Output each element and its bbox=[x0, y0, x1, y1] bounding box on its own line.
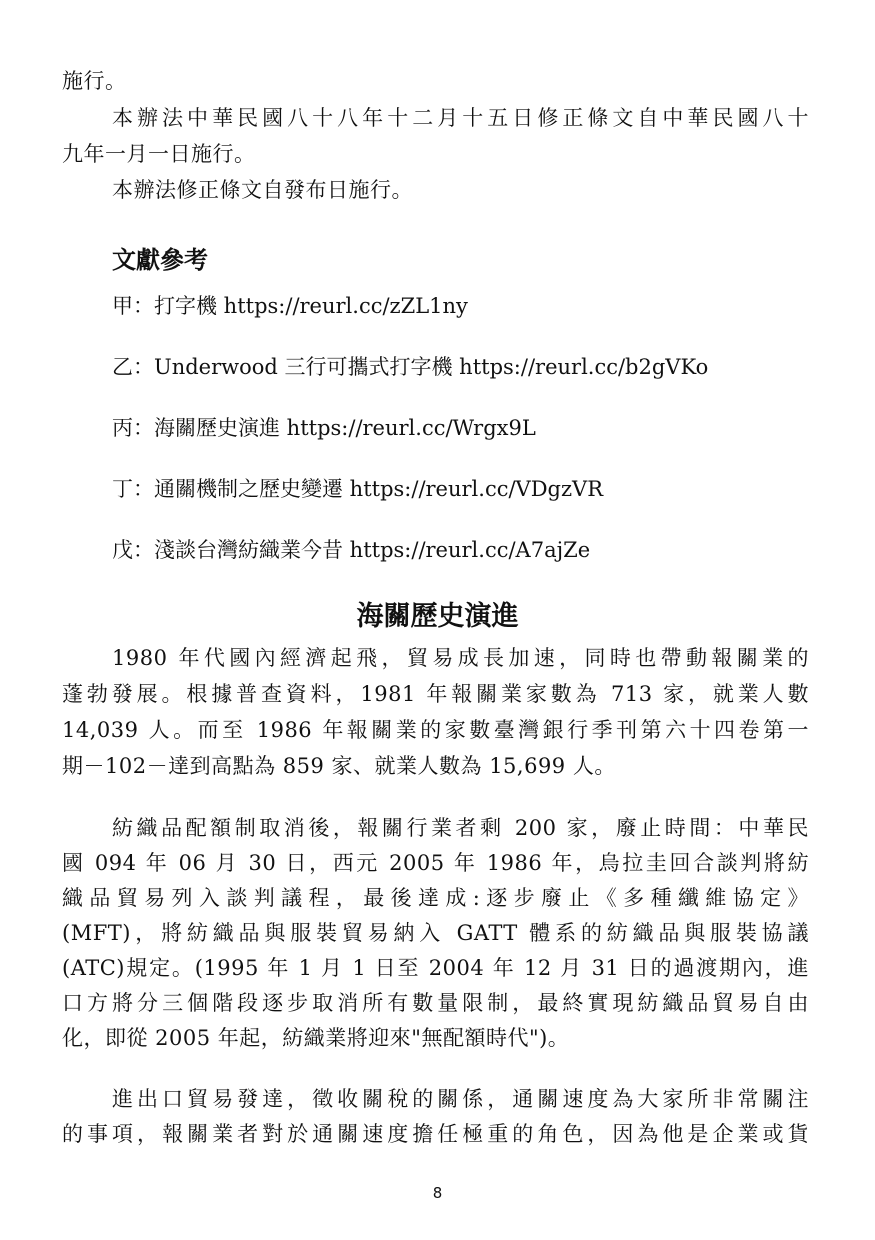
paragraph-1-line-3: 14,039 人。而至 1986 年報關業的家數臺灣銀行季刊第六十四卷第一 bbox=[62, 718, 809, 742]
paragraph-2-line-4: (MFT)，將紡織品與服裝貿易納入 GATT 體系的紡織品與服裝協議 bbox=[62, 921, 809, 945]
intro-line-1: 施行。 bbox=[62, 69, 127, 93]
reference-item-yi: 乙：Underwood 三行可攜式打字機 https://reurl.cc/b2gVKo bbox=[112, 355, 709, 379]
references-heading: 文獻參考 bbox=[112, 246, 208, 274]
article-title: 海關歷史演進 bbox=[356, 601, 519, 632]
paragraph-1-line-1: 1980 年代國內經濟起飛，貿易成長加速，同時也帶動報關業的 bbox=[112, 646, 809, 670]
intro-line-4: 本辦法修正條文自發布日施行。 bbox=[112, 178, 413, 202]
intro-line-3: 九年一月一日施行。 bbox=[62, 142, 256, 166]
paragraph-1-line-4: 期－102－達到高點為 859 家、就業人數為 15,699 人。 bbox=[62, 754, 616, 778]
reference-item-jia: 甲：打字機 https://reurl.cc/zZL1ny bbox=[112, 294, 468, 318]
paragraph-2-line-2: 國 094 年 06 月 30 日，西元 2005 年 1986 年，烏拉圭回合談判將紡 bbox=[62, 851, 809, 875]
paragraph-3-line-1: 進出口貿易發達，徵收關稅的關係，通關速度為大家所非常關注 bbox=[112, 1087, 809, 1111]
paragraph-2-line-7: 化，即從 2005 年起，紡織業將迎來"無配額時代")。 bbox=[62, 1026, 570, 1050]
reference-item-ding: 丁：通關機制之歷史變遷 https://reurl.cc/VDgzVR bbox=[112, 477, 604, 501]
paragraph-2-line-5: (ATC)規定。(1995 年 1 月 1 日至 2004 年 12 月 31 日的過渡期內，進 bbox=[62, 956, 809, 980]
paragraph-1-line-2: 蓬勃發展。根據普查資料，1981 年報關業家數為 713 家，就業人數 bbox=[62, 682, 809, 706]
paragraph-2-line-1: 紡織品配額制取消後，報關行業者剩 200 家，廢止時間：中華民 bbox=[112, 816, 809, 840]
intro-line-2: 本辦法中華民國八十八年十二月十五日修正條文自中華民國八十 bbox=[112, 106, 809, 130]
paragraph-3-line-2: 的事項，報關業者對於通關速度擔任極重的角色，因為他是企業或貨 bbox=[62, 1122, 809, 1146]
page-number: 8 bbox=[432, 1184, 443, 1202]
paragraph-2-line-3: 織品貿易列入談判議程，最後達成:逐步廢止《多種纖維協定》 bbox=[62, 886, 809, 910]
paragraph-2-line-6: 口方將分三個階段逐步取消所有數量限制，最終實現紡織品貿易自由 bbox=[62, 991, 809, 1015]
reference-item-bing: 丙：海關歷史演進 https://reurl.cc/Wrgx9L bbox=[112, 416, 536, 440]
reference-item-wu: 戊：淺談台灣紡織業今昔 https://reurl.cc/A7ajZe bbox=[112, 538, 591, 562]
